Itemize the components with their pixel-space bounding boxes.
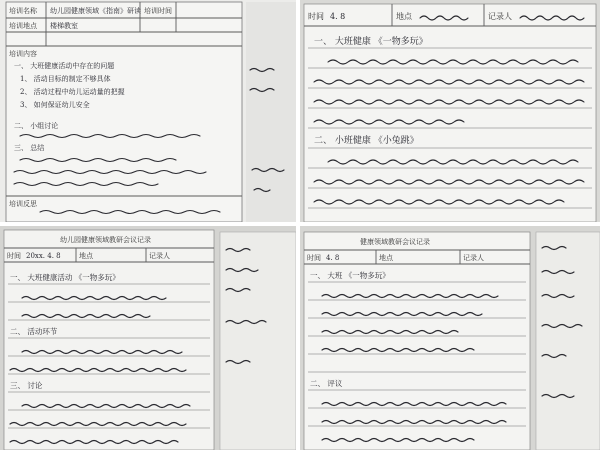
label-training-name: 培训名称: [9, 7, 37, 15]
handwritten-training-name: 幼儿园健康领域《指南》研读: [50, 7, 141, 15]
label-recorder: 记录人: [149, 252, 170, 260]
handwritten-line-3: 2、 活动过程中幼儿运动量的把握: [20, 88, 125, 96]
handwritten-heading-2: 二、 活动环节: [10, 327, 58, 336]
handwritten-line-4: 3、 如何保证幼儿安全: [20, 101, 90, 109]
meeting-title: 幼儿园健康领域教研会议记录: [60, 236, 151, 244]
photo-bottom-right: [300, 226, 600, 450]
photo-bottom-left: [0, 226, 296, 450]
label-training-content: 培训内容: [9, 50, 37, 58]
label-place: 地点: [379, 254, 393, 262]
notebook-page-bottom-right: [300, 226, 600, 450]
label-place: 地点: [79, 252, 93, 260]
notebook-page-bottom-left: [0, 226, 296, 450]
label-time: 时间: [7, 252, 21, 260]
label-time: 时间: [307, 254, 321, 262]
label-training-time: 培训时间: [144, 7, 172, 15]
label-place: 地点: [396, 12, 412, 21]
label-recorder: 记录人: [488, 12, 512, 21]
notebook-page-top-right: [300, 0, 600, 222]
handwritten-line-2: 1、 活动目标的制定不够具体: [20, 75, 111, 83]
handwritten-heading-3: 三、 讨论: [10, 381, 43, 390]
handwritten-time: 20xx. 4. 8: [26, 252, 61, 260]
handwritten-heading-2: 二、 评议: [310, 379, 343, 388]
photo-top-left: [0, 0, 296, 222]
meeting-title: 健康领域教研会议记录: [360, 238, 430, 246]
handwritten-training-place: 楼梯教室: [50, 22, 78, 30]
label-time: 时间: [308, 12, 324, 21]
photo-top-right: [300, 0, 600, 222]
notebook-page-top-left: [0, 0, 296, 222]
handwritten-heading-2: 二、 小班健康 《小兔跳》: [314, 136, 419, 146]
handwritten-line-6: 三、 总结: [14, 144, 45, 152]
handwritten-line-5: 二、 小组讨论: [14, 122, 59, 130]
label-training-reflection: 培训反思: [9, 200, 37, 208]
handwritten-heading-1: 一、 大班健康 《一物多玩》: [314, 37, 428, 47]
label-training-place: 培训地点: [9, 22, 37, 30]
handwritten-time: 4. 8: [330, 12, 346, 21]
handwritten-heading-1: 一、 大班 《一物多玩》: [310, 271, 390, 280]
handwritten-heading-1: 一、 大班健康活动 《一物多玩》: [10, 273, 120, 282]
handwritten-line-1: 一、 大班健康活动中存在的问题: [14, 62, 115, 70]
label-recorder: 记录人: [463, 254, 484, 262]
handwritten-time: 4. 8: [326, 254, 340, 262]
